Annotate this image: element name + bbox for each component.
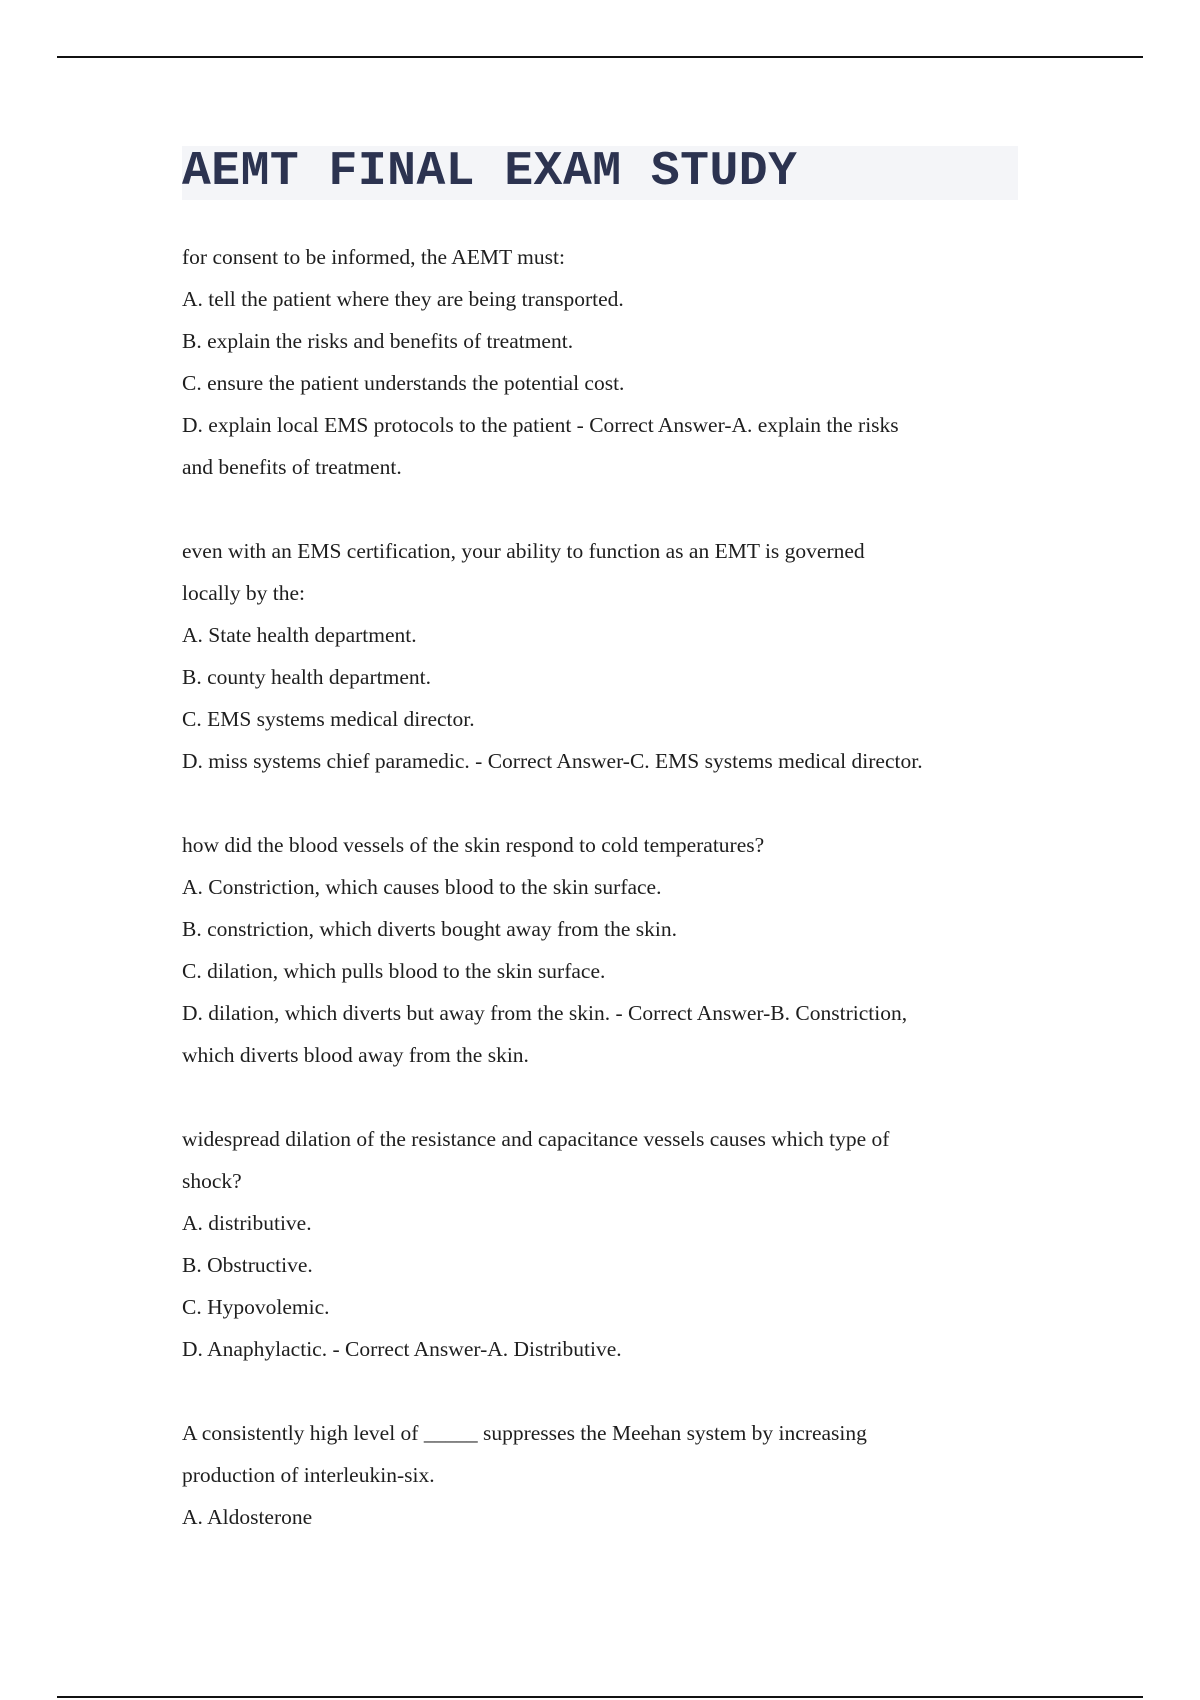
answer-option: D. miss systems chief paramedic. - Correct Answer-C. EMS systems medical director. [182, 749, 923, 773]
question-block [182, 1118, 1082, 1370]
answer-option: C. dilation, which pulls blood to the skin surface. [182, 959, 606, 983]
question-block [182, 236, 1082, 488]
question-text: locally by the: [182, 581, 305, 605]
answer-option: A. Aldosterone [182, 1505, 313, 1529]
question-text: widespread dilation of the resistance and capacitance vessels causes which type of [182, 1127, 890, 1151]
question-text: even with an EMS certification, your ability to function as an EMT is governed [182, 539, 865, 563]
answer-option: A. Constriction, which causes blood to the skin surface. [182, 875, 662, 899]
answer-option: B. Obstructive. [182, 1253, 313, 1277]
question-block [182, 1412, 1082, 1538]
question-text: production of interleukin-six. [182, 1463, 435, 1487]
correct-answer-text: and benefits of treatment. [182, 455, 402, 479]
answer-option: C. ensure the patient understands the potential cost. [182, 371, 625, 395]
answer-option: A. State health department. [182, 623, 417, 647]
answer-option: B. explain the risks and benefits of treatment. [182, 329, 574, 353]
question-block [182, 530, 1082, 782]
answer-option: D. Anaphylactic. - Correct Answer-A. Distributive. [182, 1337, 622, 1361]
question-text: for consent to be informed, the AEMT must: [182, 245, 565, 269]
answer-option: C. EMS systems medical director. [182, 707, 475, 731]
question-block [182, 824, 1082, 1076]
answer-option: D. explain local EMS protocols to the patient - Correct Answer-A. explain the risks [182, 413, 899, 437]
document-body [182, 236, 1082, 1538]
question-text: A consistently high level of _____ suppresses the Meehan system by increasing [182, 1421, 867, 1445]
answer-option: B. constriction, which diverts bought away from the skin. [182, 917, 678, 941]
correct-answer-text: which diverts blood away from the skin. [182, 1043, 529, 1067]
answer-option: D. dilation, which diverts but away from the skin. - Correct Answer-B. Constriction, [182, 1001, 908, 1025]
answer-option: C. Hypovolemic. [182, 1295, 330, 1319]
answer-option: A. tell the patient where they are being transported. [182, 287, 624, 311]
question-text: how did the blood vessels of the skin respond to cold temperatures? [182, 833, 765, 857]
top-rule [57, 56, 1143, 58]
page-title: AEMT FINAL EXAM STUDY [182, 145, 798, 199]
answer-option: B. county health department. [182, 665, 431, 689]
bottom-rule [57, 1696, 1143, 1698]
question-text: shock? [182, 1169, 242, 1193]
answer-option: A. distributive. [182, 1211, 312, 1235]
